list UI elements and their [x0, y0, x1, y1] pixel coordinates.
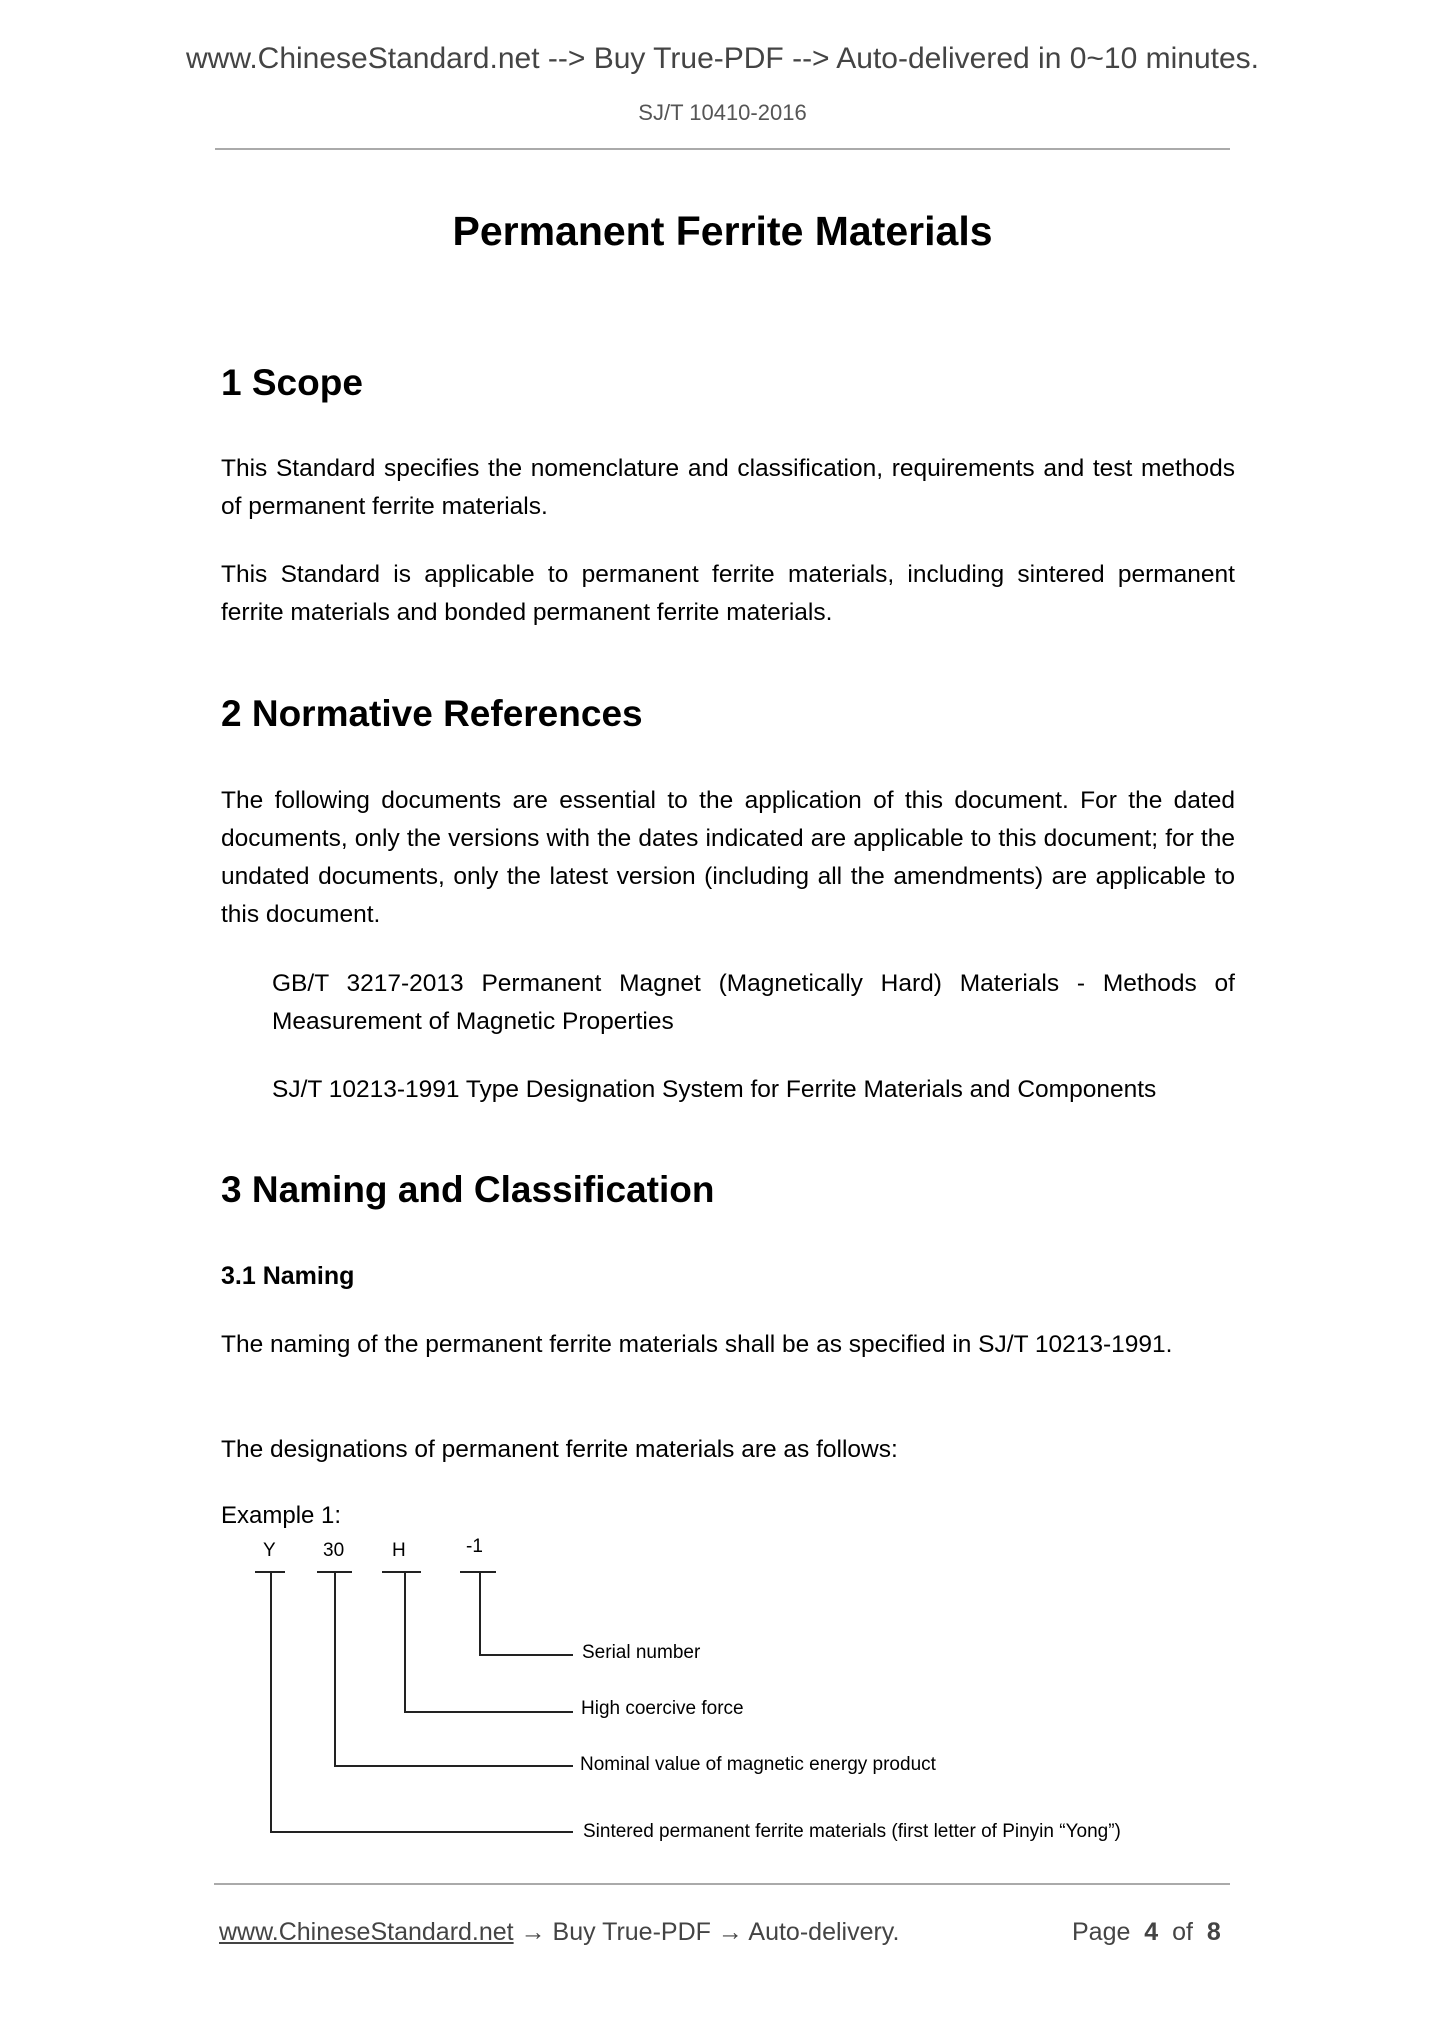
page-number: 4	[1144, 1918, 1159, 1946]
section-heading-scope: 1 Scope	[221, 362, 363, 403]
designation-part: Y	[263, 1540, 276, 1561]
reference-item: SJ/T 10213-1991 Type Designation System for Ferrite Materials and Components	[272, 1076, 1157, 1103]
connector-line	[479, 1572, 481, 1654]
connector-line	[404, 1572, 406, 1712]
connector-line	[404, 1711, 573, 1713]
designation-label: Nominal value of magnetic energy product	[580, 1754, 936, 1775]
footer-text: → Buy True-PDF → Auto-delivery.	[520, 1918, 900, 1946]
example-label: Example 1:	[221, 1502, 342, 1529]
page-indicator	[1072, 1918, 1221, 1947]
section-heading-normative: 2 Normative References	[221, 693, 643, 734]
designation-label: High coercive force	[581, 1698, 744, 1719]
header-divider	[215, 148, 1230, 150]
designation-label: Serial number	[582, 1642, 701, 1663]
scope-paragraph: This Standard is applicable to permanent ferrite materials, including sintered permanent ferrite materials and bonded permanent ferrite materials.	[221, 561, 1235, 626]
connector-line	[334, 1572, 336, 1766]
section-heading-naming: 3 Naming and Classification	[221, 1169, 715, 1210]
designation-label: Sintered permanent ferrite materials (first letter of Pinyin “Yong”)	[583, 1821, 1121, 1842]
connector-line	[270, 1572, 272, 1832]
connector-line	[479, 1654, 573, 1656]
footer-left	[219, 1918, 899, 1947]
naming-paragraph: The designations of permanent ferrite materials are as follows:	[221, 1436, 898, 1463]
normative-paragraph: The following documents are essential to the application of this document. For the dated documents, only the versions with the dates indicated are applicable to this document; for the undated documents, only the latest version (including all the amendments) are applicable to this document.	[221, 787, 1235, 928]
underline	[382, 1571, 421, 1573]
document-title: Permanent Ferrite Materials	[452, 208, 993, 254]
page-word: Page	[1072, 1918, 1131, 1946]
underline	[460, 1571, 496, 1573]
naming-paragraph: The naming of the permanent ferrite materials shall be as specified in SJ/T 10213-1991.	[221, 1331, 1173, 1358]
reference-item: GB/T 3217-2013 Permanent Magnet (Magnetically Hard) Materials - Methods of Measurement of Magnetic Properties	[272, 970, 1235, 1035]
footer-divider	[214, 1883, 1230, 1885]
subsection-heading-naming: 3.1 Naming	[221, 1262, 355, 1290]
footer-link[interactable]: www.ChineseStandard.net	[219, 1918, 514, 1946]
designation-part: H	[392, 1540, 406, 1561]
header-banner: www.ChineseStandard.net --> Buy True-PDF --> Auto-delivered in 0~10 minutes.	[185, 42, 1260, 75]
designation-part: -1	[466, 1536, 483, 1557]
of-word: of	[1172, 1918, 1193, 1946]
connector-line	[334, 1765, 573, 1767]
designation-part: 30	[323, 1540, 345, 1561]
connector-line	[270, 1831, 573, 1833]
scope-paragraph: This Standard specifies the nomenclature and classification, requirements and test methods of permanent ferrite materials.	[221, 455, 1235, 520]
page-total: 8	[1206, 1918, 1221, 1946]
standard-number: SJ/T 10410-2016	[638, 100, 807, 125]
